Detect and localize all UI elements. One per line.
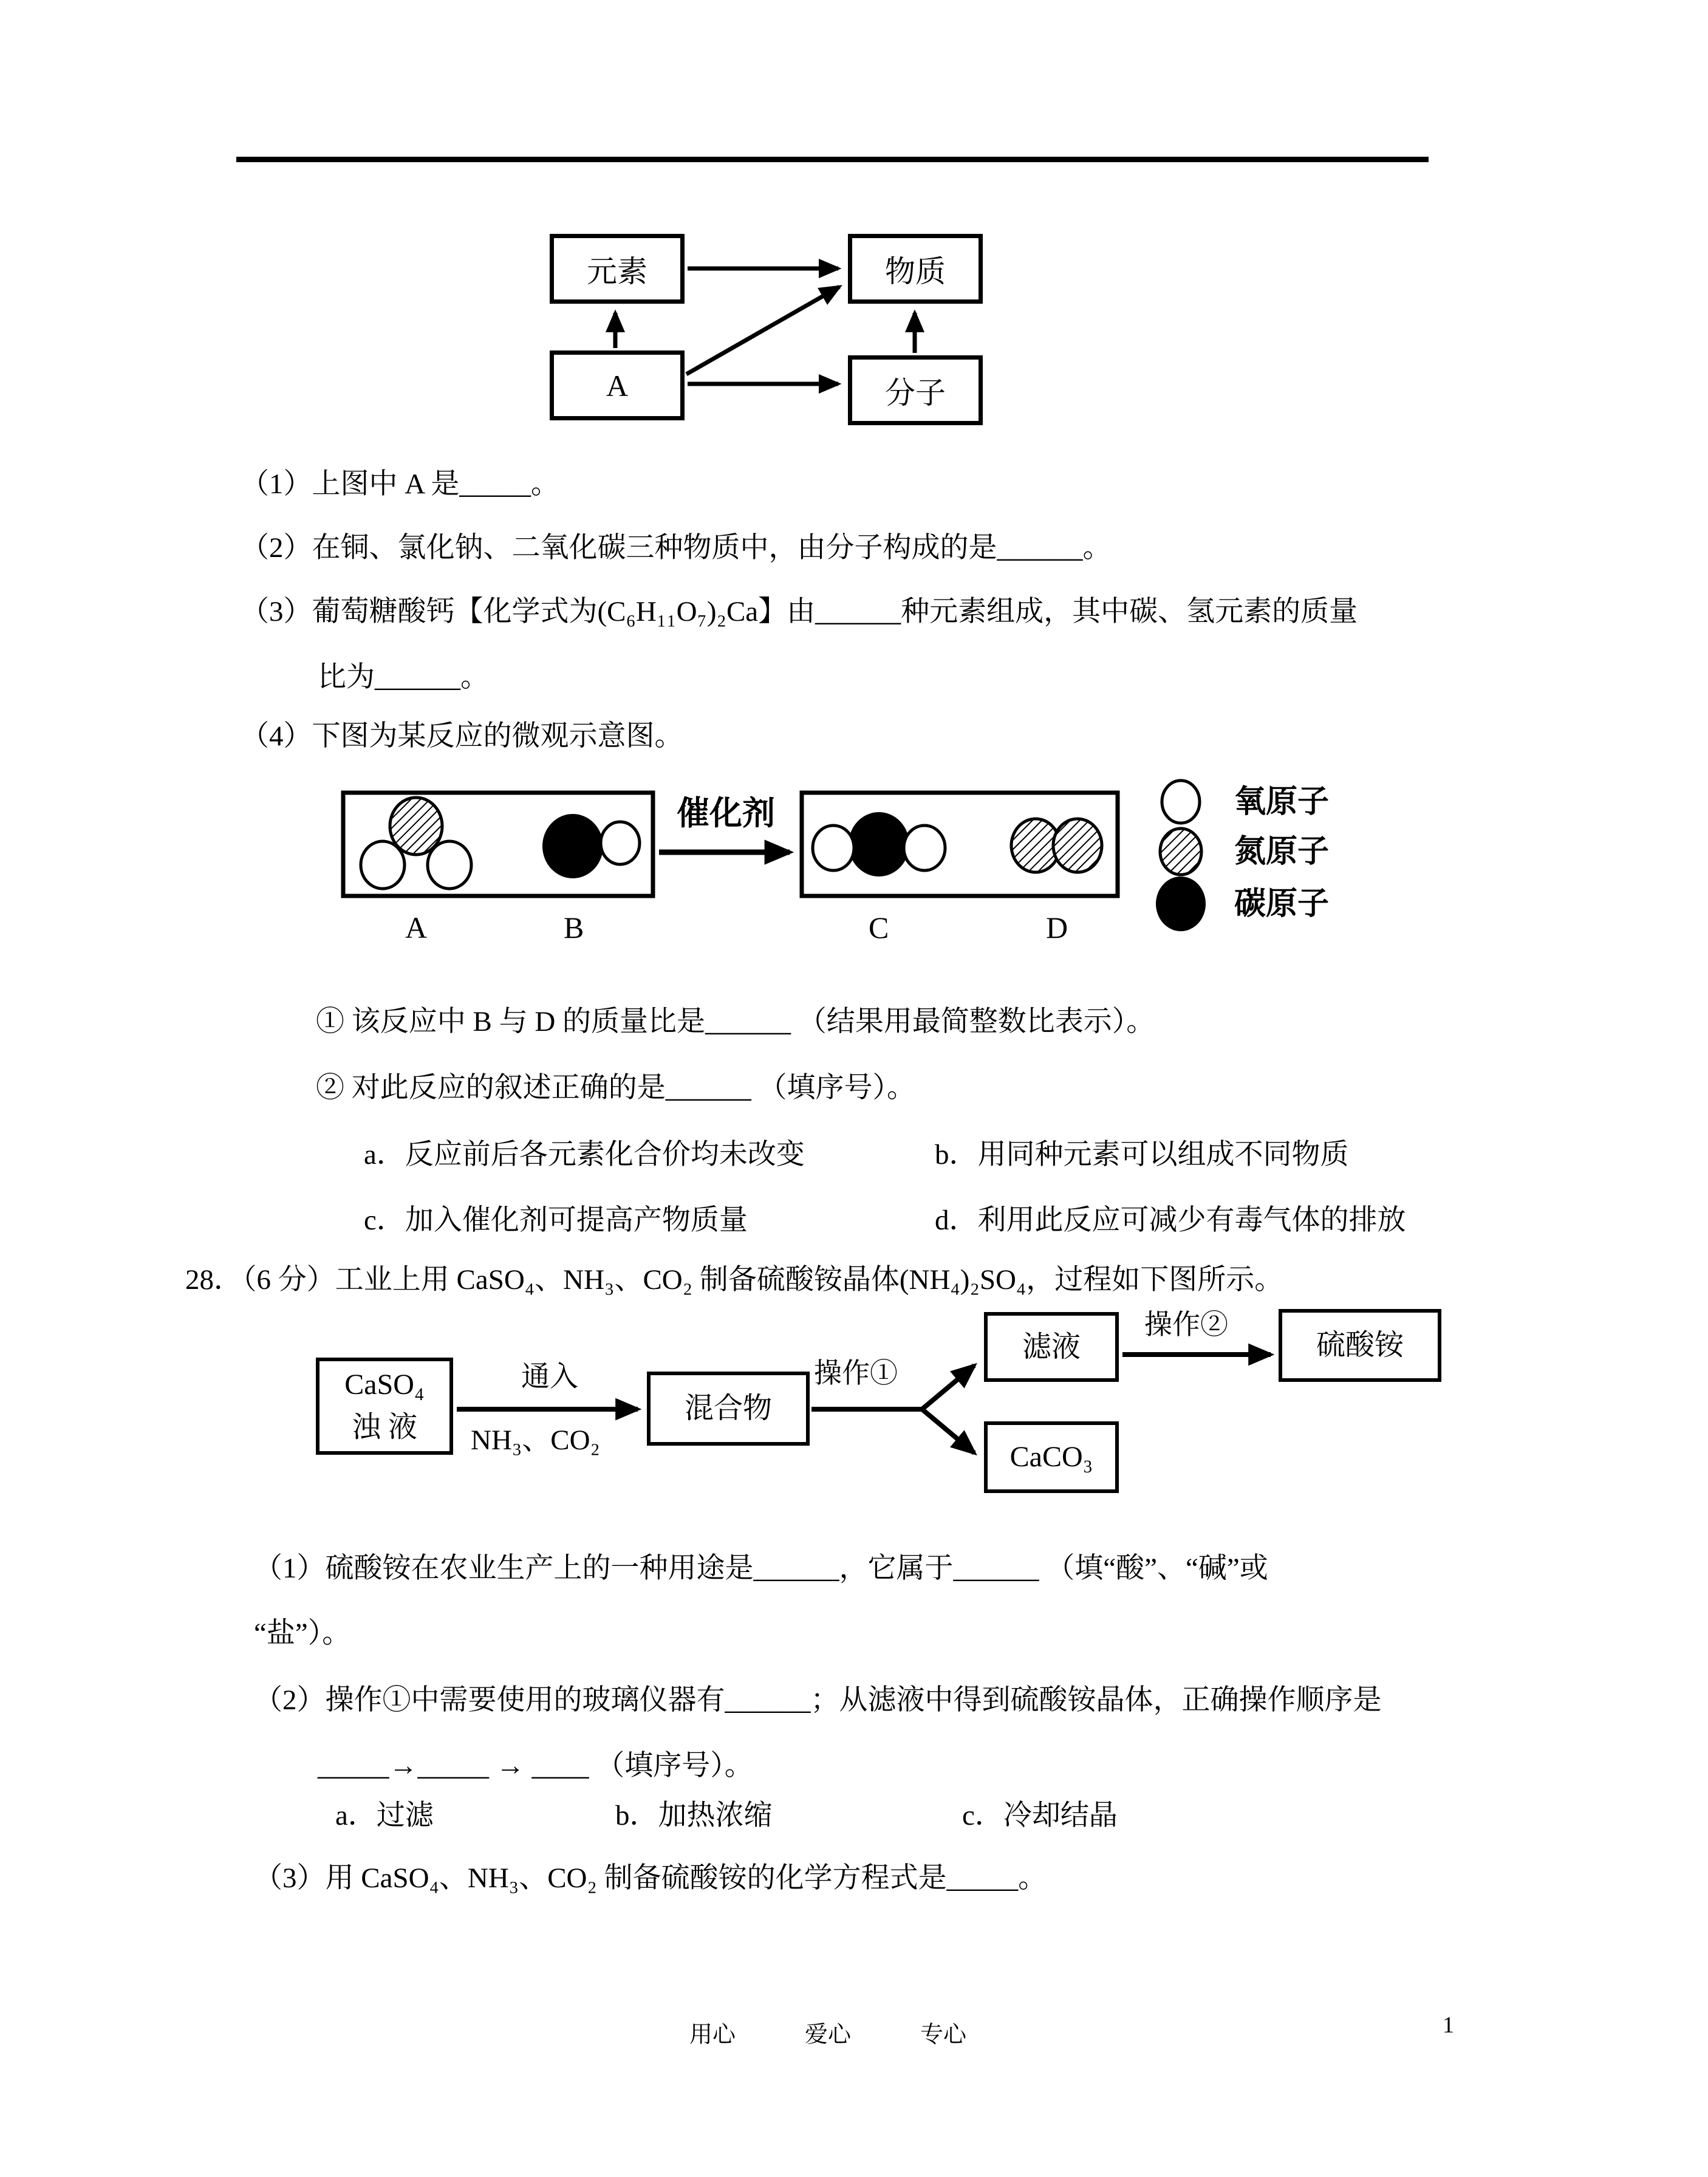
q28-option-a: a．过滤 [335,1800,434,1831]
oxygen-atom-icon [601,822,640,864]
flow-box-product-label: 硫酸铵 [1316,1329,1404,1361]
micro-label-c: C [869,911,889,945]
flow-box-feed-line2: 浊 液 [351,1411,417,1443]
arrow-a-to-substance [686,287,839,374]
q28-part1-line2: “盐”）。 [254,1618,351,1649]
page-number: 1 [1443,2012,1454,2038]
legend-oxygen-atom-icon [1162,781,1200,823]
oxygen-atom-icon [361,841,405,889]
flow-box-filtrate-label: 滤液 [1022,1330,1081,1363]
micro-label-a: A [405,911,428,945]
molecule-c-icon [813,813,945,875]
q27-sub1: ① 该反应中 B 与 D 的质量比是______ （结果用最简整数比表示）。 [316,1006,1155,1037]
oxygen-atom-icon [428,841,471,889]
footer-motto-2: 爱心 [805,2022,852,2048]
flow-box-precipitate [984,1421,1119,1493]
flow-label-gases: NH₃、CO₂ [471,1424,600,1456]
legend-carbon-label: 碳原子 [1234,886,1330,921]
q28-part3: （3）用 CaSO₄、NH₃、CO₂ 制备硫酸铵的化学方程式是_____。 [254,1862,1047,1894]
flow-label-operation2: 操作② [1144,1309,1228,1340]
legend-carbon-atom-icon [1157,878,1204,930]
molecule-b-icon [544,815,640,877]
flow-label-operation1: 操作① [814,1358,898,1389]
q28-stem: 28．（6 分）工业上用 CaSO₄、NH₃、CO₂ 制备硫酸铵晶体(NH₄)₂SO₄，过程如下图所示。 [185,1264,1283,1296]
q27-part1: （1）上图中 A 是_____。 [241,468,559,500]
micro-label-b: B [564,911,584,945]
carbon-atom-icon [544,815,602,877]
oxygen-atom-icon [904,825,945,870]
products-box [802,793,1118,896]
footer-motto-3: 专心 [920,2022,967,2048]
footer-motto-1: 用心 [689,2022,736,2048]
flow-box-feed [316,1358,453,1455]
flow-box-mixture-label: 混合物 [684,1392,772,1424]
arrow-fork-to-caco3 [922,1409,974,1453]
nitrogen-atom-icon [1011,819,1060,872]
concept-box-a-label: A [606,368,629,403]
concept-box-element [550,234,685,304]
legend-nitrogen-atom-icon [1160,829,1201,875]
micro-label-d: D [1046,911,1068,945]
concept-box-element-label: 元素 [587,254,647,289]
nitrogen-atom-icon [1053,819,1102,872]
q28-option-c: c．冷却结晶 [962,1800,1118,1831]
q27-option-d: d．利用此反应可减少有毒气体的排放 [935,1205,1406,1236]
carbon-atom-icon [850,813,908,875]
molecule-d-icon [1011,819,1102,872]
flow-label-pass-in: 通入 [521,1361,578,1393]
legend-oxygen-label: 氧原子 [1234,784,1330,819]
q27-option-c: c．加入催化剂可提高产物质量 [364,1205,748,1236]
q28-part1-line1: （1）硫酸铵在农业生产上的一种用途是______，它属于______ （填“酸”、“碱”或 [254,1553,1268,1584]
flow-box-product [1279,1309,1441,1382]
arrow-fork-to-filtrate [922,1365,974,1409]
q27-part3-line2: 比为______。 [318,661,489,693]
molecule-a-icon [361,798,471,889]
flow-box-feed-line1: CaSO₄ [344,1369,425,1401]
q28-part2-line2: _____→_____ → ____ （填序号）。 [318,1750,753,1782]
q28-option-b: b．加热浓缩 [615,1800,773,1831]
nitrogen-atom-icon [390,798,442,855]
catalyst-label: 催化剂 [677,795,775,832]
q28-part2-line1: （2）操作①中需要使用的玻璃仪器有______；从滤液中得到硫酸铵晶体，正确操作顺序是 [254,1684,1382,1716]
flow-box-mixture [647,1372,810,1446]
flow-box-precipitate-label: CaCO₃ [1009,1441,1093,1473]
q27-option-b: b．用同种元素可以组成不同物质 [935,1139,1349,1171]
oxygen-atom-icon [813,825,854,870]
concept-box-a [550,350,685,420]
q27-part3-line1: （3）葡萄糖酸钙【化学式为(C₆H₁₁O₇)₂Ca】由______种元素组成，其中碳、氢元素的质量 [241,596,1358,627]
q27-sub2: ② 对此反应的叙述正确的是______ （填序号）。 [316,1072,915,1104]
concept-box-substance [848,234,983,304]
header-rule [236,157,1429,162]
concept-box-substance-label: 物质 [885,254,946,289]
concept-box-molecule-label: 分子 [885,375,946,410]
legend-nitrogen-label: 氮原子 [1234,834,1330,869]
concept-box-molecule [848,355,983,425]
q27-option-a: a．反应前后各元素化合价均未改变 [364,1139,805,1171]
reactants-box [343,793,653,896]
flow-box-filtrate [984,1312,1119,1382]
q27-part2: （2）在铜、氯化钠、二氧化碳三种物质中，由分子构成的是______。 [241,532,1112,564]
q27-part4: （4）下图为某反应的微观示意图。 [241,720,683,752]
